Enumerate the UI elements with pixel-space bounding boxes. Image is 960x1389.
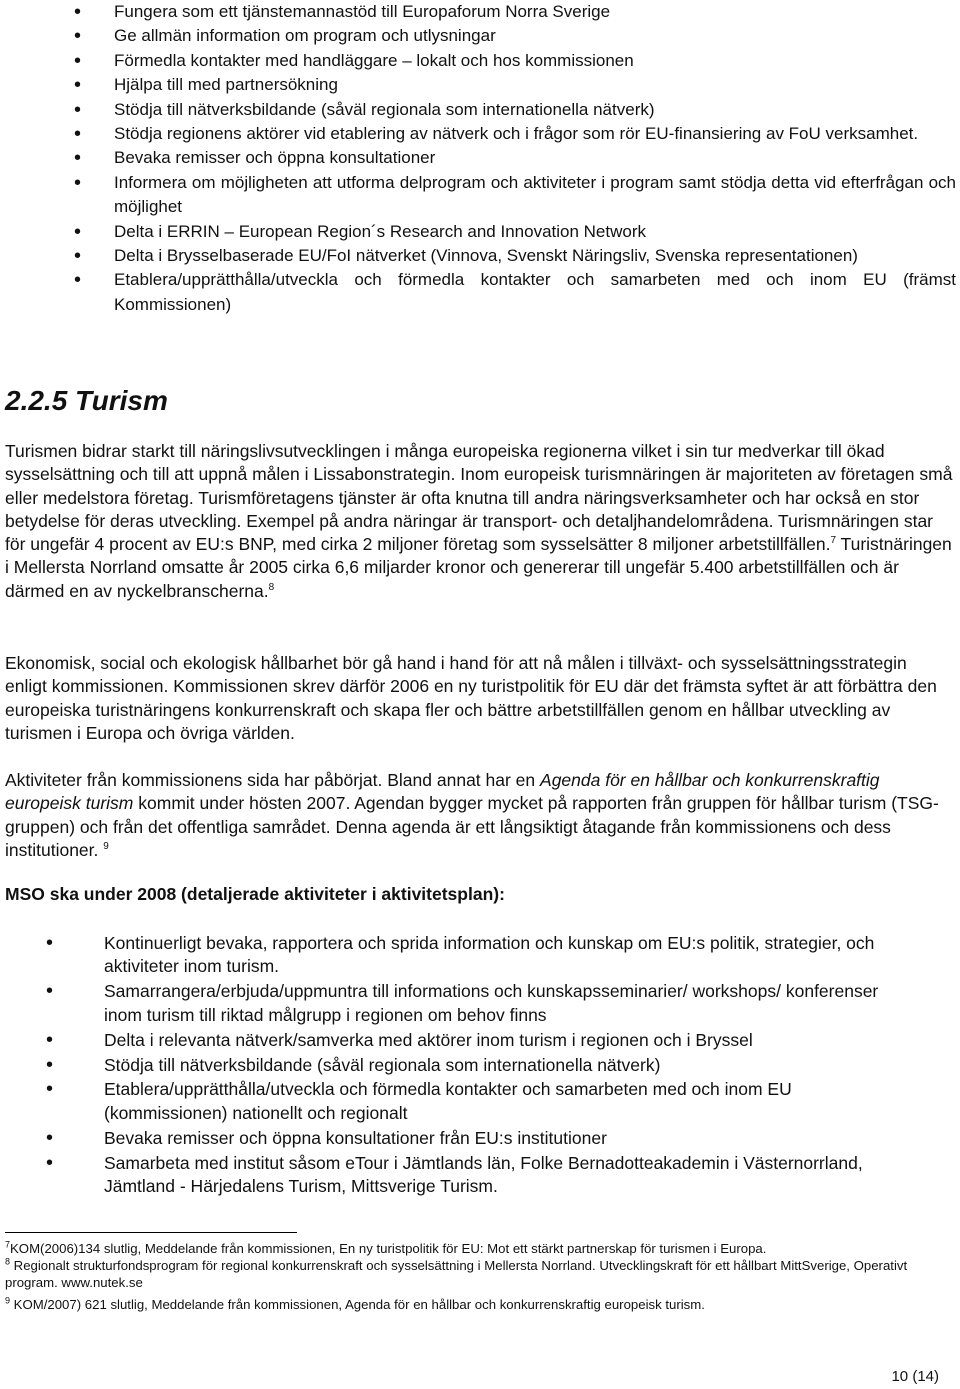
- footnote-ref[interactable]: 7: [830, 535, 837, 547]
- list-item: • Etablera/upprätthålla/utveckla och förmedla kontakter och samarbeten med och inom EU (främst Kommissionen): [74, 269, 956, 314]
- list-item: • Stödja regionens aktörer vid etablering av nätverk och i frågor som rör EU-finansiering av FoU verksamhet.: [74, 123, 919, 146]
- footnote-divider: [5, 1232, 297, 1233]
- bullet-icon: •: [74, 171, 82, 194]
- bullet-icon: •: [46, 932, 54, 954]
- bullet-icon: •: [74, 49, 82, 72]
- bullet-icon: •: [46, 1028, 54, 1051]
- bullet-icon: •: [46, 1151, 54, 1174]
- bullet-icon: •: [74, 25, 82, 48]
- bullet-icon: •: [74, 123, 82, 146]
- list-item: • Fungera som ett tjänstemannastöd till Europaforum Norra Sverige: [74, 1, 611, 23]
- footnote: $^7$KOM(2006)134 slutlig, Meddelande från kommissionen, En ny turistpolitik för EU: Mot ett stärkt partnerskap för turismen i Europa.: [5, 1239, 767, 1256]
- bullet-icon: •: [46, 980, 54, 1003]
- bullet-icon: •: [46, 1078, 54, 1101]
- list-item: • Samarbeta med institut såsom eTour i Jämtlands län, Folke Bernadotteakademin i Västernorrland, Jämtland - Härjedalens Turism, Mittsverige Turism.: [46, 1151, 863, 1197]
- list-item: • Förmedla kontakter med handläggare – lokalt och hos kommissionen: [74, 49, 634, 72]
- mso-heading: MSO ska under 2008 (detaljerade aktiviteter i aktivitetsplan):: [5, 884, 505, 904]
- list-item: • Samarrangera/erbjuda/uppmuntra till informations och kunskapsseminarier/ workshops/ konferenser inom turism till riktad målgrupp i regionen om behov finns: [46, 980, 879, 1025]
- list-item: • Informera om möjligheten att utforma delprogram och aktiviteter i program samt stödja detta vid efterfrågan och möjlighet: [74, 171, 956, 217]
- top-bullet-list: [0, 0, 960, 317]
- footnote-ref[interactable]: 8: [268, 581, 275, 593]
- list-item: • Hjälpa till med partnersökning: [74, 74, 338, 97]
- footnote: $^9$ KOM/2007) 621 slutlig, Meddelande från kommissionen, Agenda för en hållbar och konkurrenskraftig europeisk turism.: [5, 1295, 705, 1312]
- list-item: • Stödja till nätverksbildande (såväl regionala som internationella nätverk): [74, 98, 655, 121]
- section-heading: 2.2.5 Turism: [5, 385, 168, 416]
- footnote-ref[interactable]: 9: [103, 841, 109, 853]
- paragraph-aktiviteter: Aktiviteter från kommissionens sida har påbörjat. Bland annat har en Agenda för en hållbar och konkurrenskraftig europeisk turism kommit under hösten 2007. Agendan bygger mycket på rapporten från gruppen för hållbar turism (TSG-gruppen) och från det offentliga samrådet. Denna agenda är ett långsiktigt åtagande från kommissionens och dess institutioner. $^9$: [5, 770, 939, 860]
- list-item: • Bevaka remisser och öppna konsultationer: [74, 147, 436, 170]
- bullet-icon: •: [74, 74, 82, 97]
- bullet-icon: •: [74, 269, 82, 292]
- bullet-icon: •: [74, 245, 82, 268]
- list-item: • Kontinuerligt bevaka, rapportera och sprida information och kunskap om EU:s politik, strategier, och aktiviteter inom turism.: [46, 932, 875, 977]
- paragraph-turism: Turismen bidrar starkt till näringslivsutvecklingen i många europeiska regionerna vilket i sin tur medverkar till ökad sysselsättning och till att uppnå målen i Lissabonstrategin. Inom europeisk turismnäringen är majoriteten av företagen små eller medelstora företag. Turismföretagens tjänster är ofta knutna till andra näringsverksamheter och har också en stor betydelse för deras utveckling. Exempel på andra näringar är transport- och detaljhandelområdena. Turismnäringen star för ungefär 4 procent av EU:s BNP, med cirka 2 miljoner företag som sysselsätter 8 miljoner arbetstillfällen.$^7$ Turistnäringen i Mellersta Norrland omsatte år 2005 cirka 6,6 miljarder kronor och genererar till ungefär 5.400 arbetstillfällen och är därmed en av nyckelbranscherna.$^8$: [5, 441, 953, 601]
- bullet-icon: •: [74, 220, 82, 243]
- bullet-icon: •: [74, 1, 82, 23]
- paragraph-hallbarhet: Ekonomisk, social och ekologisk hållbarhet bör gå hand i hand för att nå målen i tillväxt- och sysselsättningsstrategin enligt kommissionen. Kommissionen skrev därför 2006 en ny turistpolitik för EU där det främsta syftet är att förbättra den europeiska turistnäringens konkurrenskraft och skapa fler och bättre arbetstillfällen genom en hållbar utveckling av turismen i Europa och övriga världen.: [5, 653, 937, 743]
- bullet-icon: •: [74, 147, 82, 170]
- bullet-icon: •: [46, 1126, 54, 1149]
- bullet-icon: •: [74, 98, 82, 121]
- list-item: • Delta i relevanta nätverk/samverka med aktörer inom turism i regionen och i Bryssel: [46, 1028, 753, 1051]
- bullet-icon: •: [46, 1053, 54, 1076]
- list-item: • Stödja till nätverksbildande (såväl regionala som internationella nätverk): [46, 1053, 661, 1076]
- list-item: • Delta i ERRIN – European Region´s Research and Innovation Network: [74, 220, 646, 243]
- mso-bullet-list: [0, 932, 960, 1200]
- page-number: 10 (14): [891, 1368, 939, 1385]
- list-item: • Delta i Brysselbaserade EU/FoI nätverket (Vinnova, Svenskt Näringsliv, Svenska representationen): [74, 245, 858, 268]
- list-item: • Ge allmän information om program och utlysningar: [74, 25, 496, 48]
- footnote: $^8$ Regionalt strukturfondsprogram för regional konkurrenskraft och sysselsättning i Mellersta Norrland. Utvecklingskraft för ett hållbart MittSverige, Operativt program. www.nutek.se: [5, 1256, 908, 1290]
- list-item: • Etablera/upprätthålla/utveckla och förmedla kontakter och samarbeten med och inom EU (kommissionen) nationellt och regionalt: [46, 1078, 792, 1123]
- list-item: • Bevaka remisser och öppna konsultationer från EU:s institutioner: [46, 1126, 607, 1149]
